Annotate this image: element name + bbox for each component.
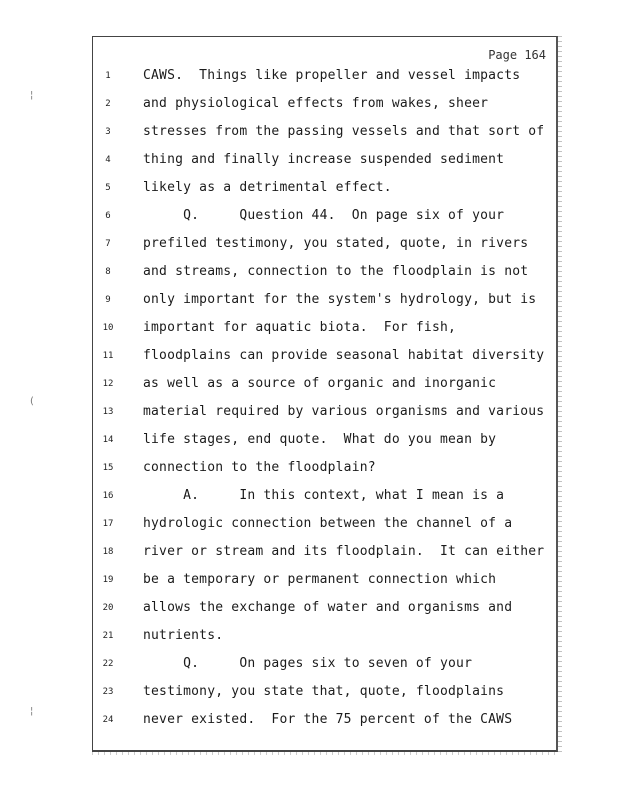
line-number: 16 xyxy=(102,491,114,501)
line-text: Q. On pages six to seven of your xyxy=(143,656,473,671)
line-number: 9 xyxy=(105,295,111,305)
line-number: 18 xyxy=(102,547,114,557)
transcript-line xyxy=(0,566,618,594)
line-text: only important for the system's hydrology, but is xyxy=(143,292,537,307)
transcript-line xyxy=(0,342,618,370)
transcript-line xyxy=(0,426,618,454)
line-text: A. In this context, what I mean is a xyxy=(143,488,505,503)
line-number: 23 xyxy=(102,687,114,697)
line-text: prefiled testimony, you stated, quote, in rivers xyxy=(143,236,529,251)
transcript-line xyxy=(0,482,618,510)
line-number: 21 xyxy=(102,631,114,641)
line-text: and physiological effects from wakes, sheer xyxy=(143,96,489,111)
line-text: CAWS. Things like propeller and vessel impacts xyxy=(143,68,521,83)
line-text: never existed. For the 75 percent of the CAWS xyxy=(143,712,513,727)
line-number: 2 xyxy=(105,99,111,109)
line-text: nutrients. xyxy=(143,628,224,643)
line-text: likely as a detrimental effect. xyxy=(143,180,392,195)
transcript-line xyxy=(0,454,618,482)
transcript-line xyxy=(0,258,618,286)
transcript-line xyxy=(0,314,618,342)
line-number: 12 xyxy=(102,379,114,389)
line-text: connection to the floodplain? xyxy=(143,460,376,475)
transcript-line xyxy=(0,286,618,314)
line-number: 20 xyxy=(102,603,114,613)
transcript-line xyxy=(0,706,618,734)
transcript-line xyxy=(0,538,618,566)
line-number: 24 xyxy=(102,715,114,725)
transcript-line xyxy=(0,594,618,622)
line-text: river or stream and its floodplain. It can either xyxy=(143,544,545,559)
line-number: 7 xyxy=(105,239,111,249)
line-text: allows the exchange of water and organisms and xyxy=(143,600,513,615)
line-text: be a temporary or permanent connection which xyxy=(143,572,497,587)
margin-mark-top: ¦ xyxy=(30,90,34,101)
line-number: 22 xyxy=(102,659,114,669)
line-text: thing and finally increase suspended sediment xyxy=(143,152,505,167)
line-text: Q. Question 44. On page six of your xyxy=(143,208,505,223)
line-text: testimony, you state that, quote, floodplains xyxy=(143,684,505,699)
line-number: 10 xyxy=(102,323,114,333)
line-number: 6 xyxy=(105,211,111,221)
line-number: 15 xyxy=(102,463,114,473)
transcript-line xyxy=(0,202,618,230)
line-text: hydrologic connection between the channel of a xyxy=(143,516,513,531)
line-text: stresses from the passing vessels and that sort of xyxy=(143,124,545,139)
line-text: floodplains can provide seasonal habitat diversity xyxy=(143,348,545,363)
line-text: and streams, connection to the floodplain is not xyxy=(143,264,529,279)
margin-mark-bottom: ¦ xyxy=(30,706,34,717)
transcript-line xyxy=(0,174,618,202)
line-text: as well as a source of organic and inorganic xyxy=(143,376,497,391)
transcript-line xyxy=(0,370,618,398)
scan-edge-bottom xyxy=(92,752,560,755)
transcript-line xyxy=(0,622,618,650)
line-number: 3 xyxy=(105,127,111,137)
transcript-line xyxy=(0,90,618,118)
margin-mark-middle: ( xyxy=(30,396,34,407)
transcript-line xyxy=(0,118,618,146)
page-number: Page 164 xyxy=(488,48,546,62)
line-number: 11 xyxy=(102,351,114,361)
line-text: material required by various organisms and various xyxy=(143,404,545,419)
transcript-line xyxy=(0,230,618,258)
line-text: important for aquatic biota. For fish, xyxy=(143,320,457,335)
line-number: 4 xyxy=(105,155,111,165)
transcript-line xyxy=(0,146,618,174)
transcript-line xyxy=(0,510,618,538)
transcript-line xyxy=(0,650,618,678)
transcript-line xyxy=(0,62,618,90)
line-number: 8 xyxy=(105,267,111,277)
line-number: 17 xyxy=(102,519,114,529)
line-number: 13 xyxy=(102,407,114,417)
line-number: 1 xyxy=(105,71,111,81)
line-number: 5 xyxy=(105,183,111,193)
transcript-line xyxy=(0,398,618,426)
transcript-line xyxy=(0,678,618,706)
line-text: life stages, end quote. What do you mean by xyxy=(143,432,497,447)
line-number: 14 xyxy=(102,435,114,445)
line-number: 19 xyxy=(102,575,114,585)
